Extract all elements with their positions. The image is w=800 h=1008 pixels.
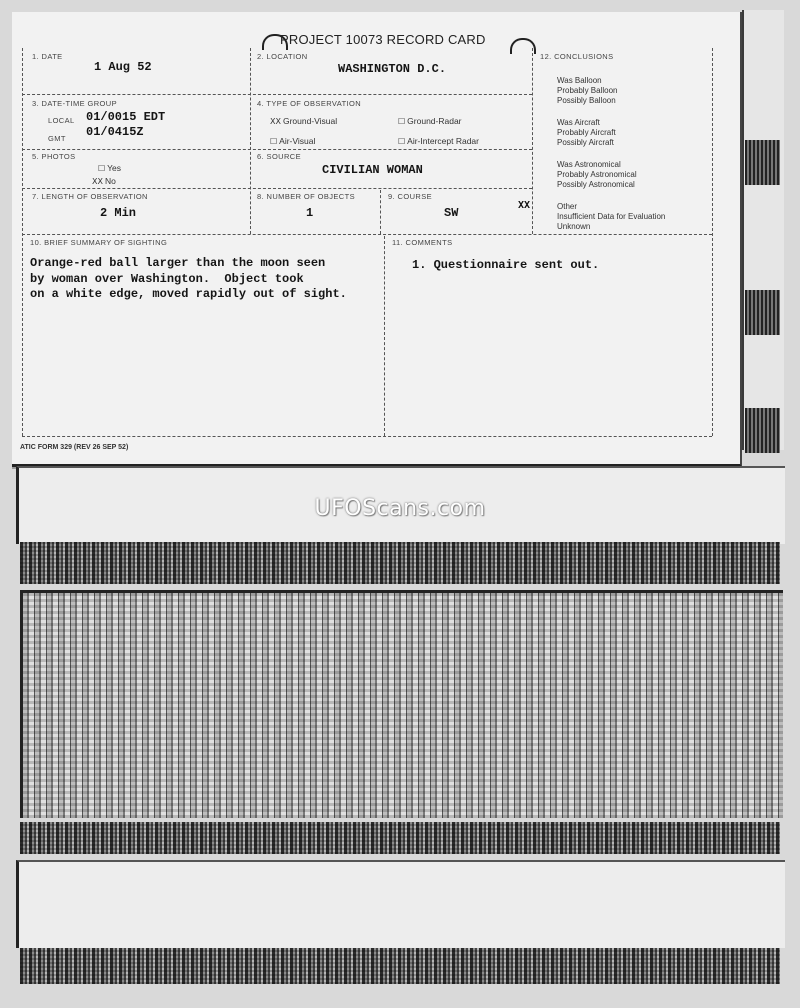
conclusion-group-balloon: Was Balloon Probably Balloon Possibly Balloon: [557, 76, 618, 105]
comment-text: 1. Questionnaire sent out.: [412, 258, 600, 272]
comments-label: 11. COMMENTS: [392, 238, 453, 247]
scan-noise: [20, 542, 780, 584]
divider: [712, 48, 713, 436]
gmt-time-value: 01/0415Z: [86, 125, 144, 139]
card-title: PROJECT 10073 RECORD CARD: [280, 32, 486, 47]
summary-label: 10. BRIEF SUMMARY OF SIGHTING: [30, 238, 168, 247]
objects-value: 1: [306, 206, 314, 220]
next-card-edge: [742, 10, 784, 450]
conclusion-group-other: Other Insufficient Data for Evaluation Unknown: [557, 202, 666, 231]
checkbox-icon: ☐: [98, 164, 106, 173]
checkbox-icon: XX: [92, 177, 103, 186]
divider: [22, 48, 23, 436]
watermark: UFOScans.com: [314, 496, 486, 521]
objects-label: 8. NUMBER OF OBJECTS: [257, 192, 356, 201]
length-value: 2 Min: [100, 206, 137, 220]
scan-noise: [745, 140, 780, 185]
checkbox-icon: XX: [270, 117, 281, 126]
divider: [22, 94, 532, 95]
form-number: ATIC FORM 329 (REV 26 SEP 52): [20, 444, 129, 451]
obs-ground-radar: ☐ Ground-Radar: [398, 116, 462, 126]
divider: [380, 190, 381, 234]
scan-noise: [20, 822, 780, 854]
divider: [532, 48, 533, 234]
source-label: 6. SOURCE: [257, 152, 302, 161]
scan-noise: [20, 590, 783, 818]
obs-air-visual: ☐ Air-Visual: [270, 136, 316, 146]
checkbox-icon: ☐: [398, 137, 406, 146]
conclusions-label: 12. CONCLUSIONS: [540, 52, 614, 61]
obs-ground-visual: XX Ground-Visual: [270, 116, 338, 126]
location-label: 2. LOCATION: [257, 52, 308, 61]
location-value: WASHINGTON D.C.: [338, 62, 447, 76]
divider: [22, 149, 532, 150]
gmt-label: GMT: [48, 134, 66, 143]
datetime-label: 3. DATE-TIME GROUP: [32, 99, 117, 108]
scan-noise: [745, 290, 780, 335]
course-label: 9. COURSE: [388, 192, 433, 201]
scan-noise: [745, 408, 780, 453]
date-label: 1. DATE: [32, 52, 63, 61]
divider: [22, 436, 712, 437]
conclusion-group-aircraft: Was Aircraft Probably Aircraft Possibly Aircraft: [557, 118, 616, 147]
scan-noise: [20, 948, 780, 984]
observation-type-label: 4. TYPE OF OBSERVATION: [257, 99, 362, 108]
conclusion-group-astronomical: Was Astronomical Probably Astronomical Possibly Astronomical: [557, 160, 637, 189]
local-label: LOCAL: [48, 116, 75, 125]
length-label: 7. LENGTH OF OBSERVATION: [32, 192, 148, 201]
divider: [384, 236, 385, 436]
source-value: CIVILIAN WOMAN: [322, 163, 423, 177]
summary-text: Orange-red ball larger than the moon seen by woman over Washington. Object took on a white edge, moved rapidly out of sight.: [30, 256, 347, 301]
date-value: 1 Aug 52: [94, 60, 152, 74]
stacked-card: [16, 860, 785, 948]
photos-yes: ☐ Yes: [98, 163, 122, 173]
local-time-value: 01/0015 EDT: [86, 110, 166, 124]
divider: [250, 48, 251, 234]
photos-label: 5. PHOTOS: [32, 152, 76, 161]
record-card: [12, 12, 742, 467]
photos-no: XX No: [92, 176, 116, 186]
checkbox-icon: ☐: [270, 137, 278, 146]
conclusions-list: [557, 76, 665, 244]
obs-air-intercept-radar: ☐ Air-Intercept Radar: [398, 136, 479, 146]
divider: [22, 188, 532, 189]
checkbox-icon: ☐: [398, 117, 406, 126]
course-value: SW: [444, 206, 459, 220]
conclusion-checkmark: XX: [518, 200, 531, 211]
